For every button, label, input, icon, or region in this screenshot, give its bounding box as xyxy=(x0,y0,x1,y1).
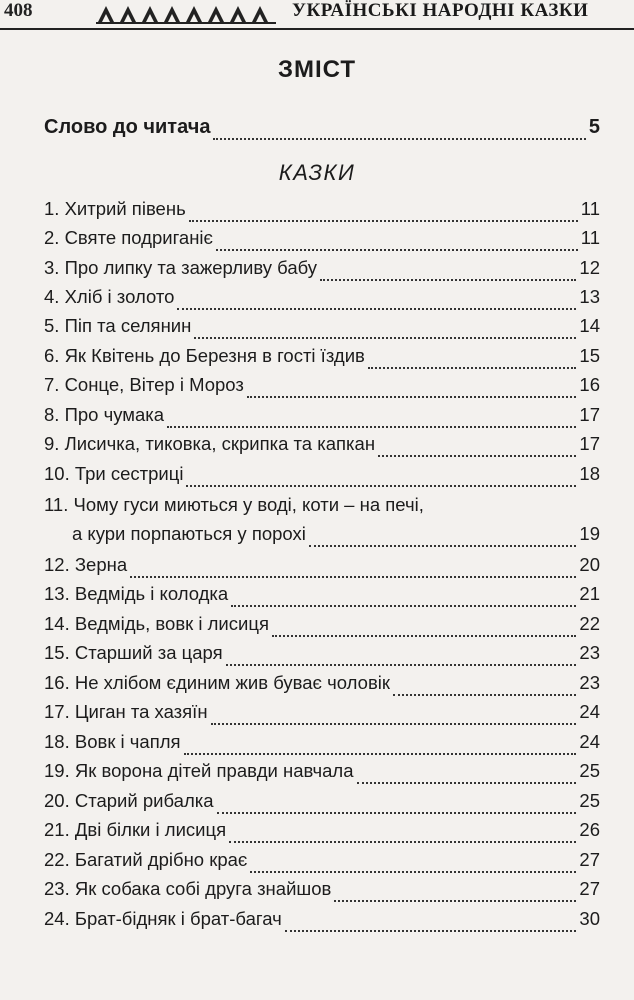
toc-row[interactable] xyxy=(44,404,600,432)
running-title: УКРАЇНСЬКІ НАРОДНІ КАЗКИ xyxy=(292,0,589,21)
running-header xyxy=(0,0,634,30)
toc-page: 17 xyxy=(579,404,600,425)
toc-page: 16 xyxy=(579,374,600,395)
page-number: 408 xyxy=(4,0,33,21)
toc-page: 23 xyxy=(579,672,600,693)
ornament-icon xyxy=(96,2,282,24)
toc-page: 23 xyxy=(579,642,600,663)
toc-row-intro[interactable] xyxy=(44,116,600,144)
toc-title: 5. Піп та селянин xyxy=(44,315,192,336)
toc-title: 17. Циган та хазяїн xyxy=(44,701,208,722)
toc-row[interactable] xyxy=(72,523,600,551)
toc-title: 23. Як собака собі друга знайшов xyxy=(44,878,332,899)
toc-title: 19. Як ворона дітей правди навчала xyxy=(44,760,354,781)
toc-row[interactable] xyxy=(44,790,600,818)
toc-title: Слово до читача xyxy=(44,116,211,138)
toc-title: 4. Хліб і золото xyxy=(44,286,175,307)
toc-page: 26 xyxy=(579,819,600,840)
toc-title: 1. Хитрий півень xyxy=(44,198,186,219)
toc-row[interactable] xyxy=(44,554,600,582)
toc-page: 19 xyxy=(579,523,600,544)
toc-title: 3. Про липку та зажерливу бабу xyxy=(44,257,318,278)
dot-leader xyxy=(213,132,585,140)
toc-page: 25 xyxy=(579,790,600,811)
dot-leader xyxy=(357,776,577,784)
toc-row[interactable] xyxy=(44,257,600,285)
toc-row[interactable] xyxy=(44,908,600,936)
dot-leader xyxy=(211,717,577,725)
toc-page: 18 xyxy=(579,463,600,484)
toc-row[interactable] xyxy=(44,286,600,314)
toc-page: 12 xyxy=(579,257,600,278)
toc-row[interactable] xyxy=(44,849,600,877)
toc-page: 5 xyxy=(588,116,600,138)
toc-title-line[interactable]: 11. Чому гуси миються у воді, коти – на печі, xyxy=(44,494,424,515)
toc-page: 24 xyxy=(579,701,600,722)
toc-row[interactable] xyxy=(44,433,600,461)
toc-title: 2. Святе подриганіє xyxy=(44,227,213,248)
dot-leader xyxy=(130,570,576,578)
toc-page: 17 xyxy=(579,433,600,454)
dot-leader xyxy=(167,420,576,428)
dot-leader xyxy=(334,894,576,902)
toc-title: 8. Про чумака xyxy=(44,404,165,425)
toc-row[interactable] xyxy=(44,315,600,343)
dot-leader xyxy=(247,390,577,398)
dot-leader xyxy=(393,688,576,696)
toc-page: 20 xyxy=(579,554,600,575)
toc-row[interactable] xyxy=(44,227,600,255)
toc-page: 27 xyxy=(579,878,600,899)
toc-row[interactable] xyxy=(44,701,600,729)
dot-leader xyxy=(320,273,576,281)
toc-title: 7. Сонце, Вітер і Мороз xyxy=(44,374,244,395)
dot-leader xyxy=(272,629,576,637)
dot-leader xyxy=(231,599,576,607)
toc-page: 14 xyxy=(579,315,600,336)
toc-row[interactable] xyxy=(44,731,600,759)
dot-leader xyxy=(216,243,578,251)
toc-page: 22 xyxy=(579,613,600,634)
toc-page: 11 xyxy=(580,198,600,219)
toc-page: 11 xyxy=(580,227,600,248)
toc-title: 13. Ведмідь і колодка xyxy=(44,583,229,604)
dot-leader xyxy=(217,806,577,814)
toc-title: 24. Брат-бідняк і брат-багач xyxy=(44,908,282,929)
dot-leader xyxy=(368,361,577,369)
toc-page: 30 xyxy=(579,908,600,929)
dot-leader xyxy=(250,865,576,873)
toc-page: 21 xyxy=(579,583,600,604)
toc-title: 10. Три сестриці xyxy=(44,463,184,484)
toc-title: а кури порпаються у порохі xyxy=(72,523,306,544)
dot-leader xyxy=(189,214,578,222)
toc-row[interactable] xyxy=(44,463,600,491)
toc-page: 13 xyxy=(579,286,600,307)
toc-title: 15. Старший за царя xyxy=(44,642,223,663)
toc-title: 6. Як Квітень до Березня в гості їздив xyxy=(44,345,365,366)
toc-title: 12. Зерна xyxy=(44,554,128,575)
toc-row[interactable] xyxy=(44,878,600,906)
toc-title: 16. Не хлібом єдиним жив буває чоловік xyxy=(44,672,390,693)
toc-row[interactable] xyxy=(44,642,600,670)
dot-leader xyxy=(194,331,576,339)
toc-title: 18. Вовк і чапля xyxy=(44,731,181,752)
dot-leader xyxy=(177,302,576,310)
toc-title: 9. Лисичка, тиковка, скрипка та капкан xyxy=(44,433,376,454)
toc-row[interactable] xyxy=(44,819,600,847)
toc-row[interactable] xyxy=(44,198,600,226)
toc-title: 22. Багатий дрібно крає xyxy=(44,849,248,870)
toc-row[interactable] xyxy=(44,345,600,373)
toc-page: 24 xyxy=(579,731,600,752)
toc-title: 20. Старий рибалка xyxy=(44,790,214,811)
toc-row[interactable] xyxy=(44,613,600,641)
dot-leader xyxy=(285,924,577,932)
toc-row[interactable] xyxy=(44,672,600,700)
toc-row[interactable] xyxy=(44,760,600,788)
section-title: КАЗКИ xyxy=(278,160,356,185)
dot-leader xyxy=(229,835,576,843)
toc-row[interactable] xyxy=(44,583,600,611)
contents-title: ЗМІСТ xyxy=(277,56,357,83)
toc-title: 21. Дві білки і лисиця xyxy=(44,819,227,840)
toc-page: 15 xyxy=(579,345,600,366)
dot-leader xyxy=(378,449,576,457)
toc-page: 27 xyxy=(579,849,600,870)
dot-leader xyxy=(184,747,577,755)
dot-leader xyxy=(186,479,576,487)
toc-page: 25 xyxy=(579,760,600,781)
dot-leader xyxy=(226,658,577,666)
toc-row[interactable] xyxy=(44,374,600,402)
dot-leader xyxy=(309,539,577,547)
toc-title: 14. Ведмідь, вовк і лисиця xyxy=(44,613,269,634)
